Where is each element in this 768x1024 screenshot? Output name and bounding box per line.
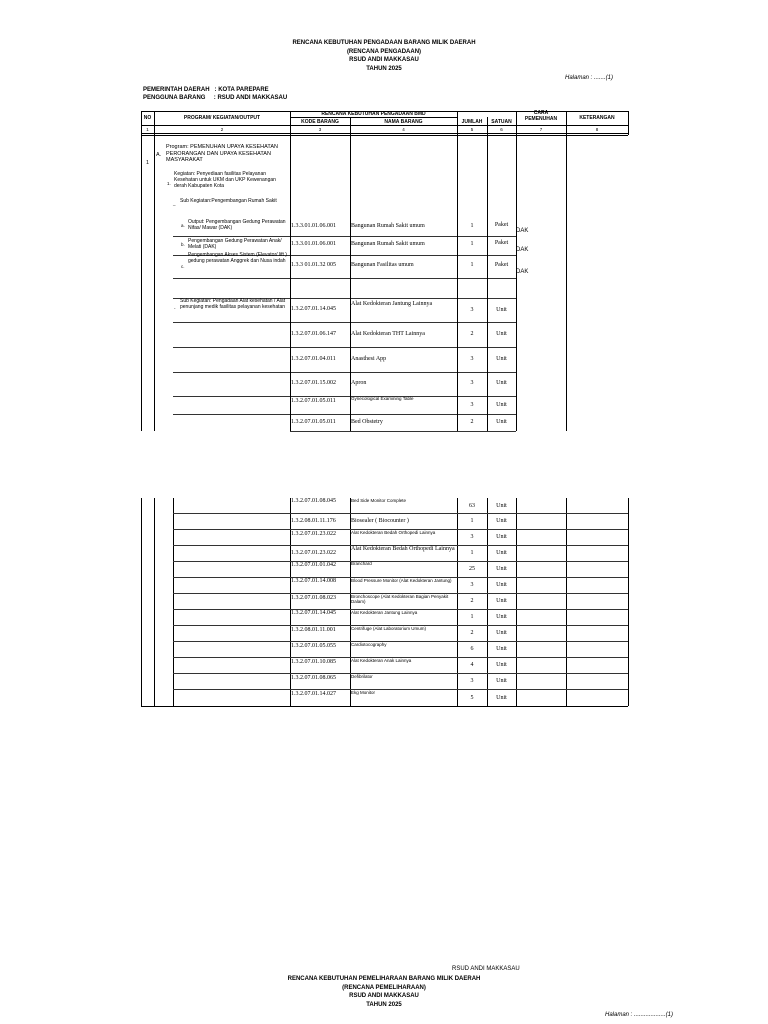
row-kode: 1.3.2.07.01.06.147	[291, 331, 336, 337]
row-satuan: Unit	[496, 598, 507, 604]
row-kode: 1.3.3 01.01.32 005	[291, 262, 336, 268]
row-satuan: Unit	[496, 419, 507, 425]
row-cara: DAK	[516, 247, 529, 253]
row-jumlah: 3	[470, 534, 474, 540]
row-kode: 1.3.2.07.01.05.055	[291, 643, 336, 649]
row-satuan: Unit	[496, 534, 507, 540]
row-kode: 1.3.2.07.01.08.045	[291, 498, 336, 504]
page3-halaman: Halaman : ...................(1)	[605, 1012, 674, 1018]
row-nama: Bronchoscope (Alat Kedokteran Bagian Penyakit Dalam)	[351, 594, 449, 604]
row-jumlah: 1	[470, 550, 474, 556]
col-number: 8	[595, 127, 599, 132]
row-nama: Gynecological Examining Table	[351, 396, 414, 401]
row-nama: Alat Kedokteran Bedah Orthopedi Lainnya	[351, 530, 436, 535]
row-jumlah: 2	[470, 630, 474, 636]
row-kode: 1.3.2.07.01.14.045	[291, 306, 336, 312]
row-nama: Alat Kedokteran Jantung Lainnya	[351, 301, 433, 307]
row-jumlah: 2	[470, 598, 474, 604]
program-text: Program: PEMENUHAN UPAYA KESEHATAN PERORANGAN DAN UPAYA KESEHATAN MASYARAKAT	[166, 144, 278, 163]
row-jumlah: 3	[470, 307, 474, 313]
row-kode: 1.3.3.01.01.06.001	[291, 223, 336, 229]
row-jumlah: 3	[470, 380, 474, 386]
row-satuan: Unit	[496, 646, 507, 652]
header-cara: CARA PEMENUHAN	[524, 110, 558, 122]
row-satuan: Unit	[496, 518, 507, 524]
row-kode: 1.3.2.07.01.23.022	[291, 550, 336, 556]
program-no: 1	[146, 160, 150, 166]
row-satuan: Unit	[496, 503, 507, 509]
row-jumlah: 2	[470, 419, 474, 425]
row-nama: Blood Pressure Monitor (Alat Kedokteran Jantung)	[351, 578, 452, 583]
row-cara: DAK	[516, 228, 529, 234]
row-nama: Alat Kedokteran THT Lainnya	[351, 331, 425, 337]
row-nama: Biosealer ( Biocounter )	[351, 518, 409, 524]
row-satuan: Unit	[496, 582, 507, 588]
col-number: 3	[318, 127, 322, 132]
output-letter: a.	[181, 223, 185, 228]
row-satuan: Unit	[496, 662, 507, 668]
page3-rsud-right: RSUD ANDI MAKKASAU	[452, 966, 520, 972]
row-nama: Bangunan Rumah Sakit umum	[351, 223, 425, 229]
row-satuan: Unit	[496, 356, 507, 362]
row-kode: 1.3.2.07.01.05.011	[291, 419, 336, 425]
page1-meta	[143, 86, 287, 102]
header-satuan: SATUAN	[491, 118, 512, 125]
col-number: 6	[500, 127, 503, 132]
page1-title	[0, 39, 768, 73]
page3-title-line: TAHUN 2025	[366, 1001, 402, 1008]
row-satuan: Unit	[496, 331, 507, 337]
page3-title-line: RSUD ANDI MAKKASAU	[349, 993, 419, 999]
row-nama: Anasthesi App	[351, 356, 387, 362]
header-no: NO	[143, 115, 152, 121]
kegiatan-no: 1.	[167, 181, 171, 186]
meta-pengguna-barang: PENGGUNA BARANG : RSUD ANDI MAKKASAU	[143, 95, 288, 101]
sub2-text: Sub Kegiatan: Pengadaan Alat kesehatan / Alat penunjang medik fasilitas pelayanan kesehatan	[180, 298, 286, 310]
row-jumlah: 1	[470, 223, 474, 229]
row-satuan: Paket	[494, 240, 509, 246]
row-cara: DAK	[516, 269, 529, 275]
row-nama: Apron	[351, 380, 367, 386]
meta-pemerintah-daerah: PEMERINTAH DAERAH : KOTA PAREPARE	[143, 87, 269, 93]
row-nama: Defibrilator	[351, 674, 373, 679]
row-nama: Ekg Monitor	[351, 690, 376, 695]
row-jumlah: 1	[470, 614, 474, 620]
row-satuan: Unit	[496, 380, 507, 386]
row-satuan: Unit	[496, 614, 507, 620]
row-satuan: Unit	[496, 307, 507, 313]
row-jumlah: 6	[470, 646, 474, 652]
header-nama: NAMA BARANG	[384, 118, 423, 125]
sub2-dash: -	[174, 306, 176, 311]
row-jumlah: 25	[469, 566, 475, 572]
row-satuan: Unit	[496, 566, 507, 572]
header-jumlah: JUMLAH	[461, 118, 483, 125]
row-kode: 1.3.3.01.01.06.001	[291, 241, 336, 247]
row-jumlah: 3	[470, 356, 474, 362]
row-jumlah: 1	[470, 518, 474, 524]
kegiatan-text: Kegiatan: Penyediaan fasilitas Pelayanan Kesehatan untuk UKM dan UKP Kewenangan derah Kabupaten Kota	[174, 171, 276, 189]
page1-title-line: (RENCANA PENGADAAN)	[346, 48, 422, 55]
row-jumlah: 1	[470, 241, 474, 247]
page3-title-line: RENCANA KEBUTUHAN PEMELIHARAAN BARANG MILIK DAERAH	[287, 976, 481, 982]
row-jumlah: 63	[469, 503, 475, 509]
page1-title-line: RSUD ANDI MAKKASAU	[349, 57, 419, 63]
col-number: 7	[539, 127, 543, 132]
row-jumlah: 3	[470, 582, 474, 588]
row-kode: 1.3.2.08.01.11.176	[291, 518, 336, 524]
page3-title	[0, 975, 768, 1009]
row-satuan: Unit	[496, 402, 507, 408]
header-group: RENCANA KEBUTUHAN PENGADAAN BMD	[321, 111, 426, 117]
header-program: PROGRAM/ KEGIATAN/OUTPUT	[183, 115, 261, 121]
row-jumlah: 3	[470, 402, 474, 408]
row-kode: 1.3.2.07.01.08.065	[291, 675, 336, 681]
row-kode: 1.3.2.07.01.10.085	[291, 659, 336, 665]
page1-title-line: TAHUN 2025	[366, 65, 402, 72]
row-kode: 1.3.2.07.01.14.027	[291, 691, 336, 697]
row-nama: Bangunan Fasilitas umum	[351, 262, 414, 268]
output-letter: c.	[181, 264, 185, 269]
row-kode: 1.3.2.07.01.14.045	[291, 610, 336, 616]
page1-halaman: Halaman : .......(1)	[565, 75, 614, 81]
row-nama: Alat Kedokteran Anak Lainnya	[351, 658, 412, 663]
output-text: Pengembangan Gedung Perawatan Anak/ Melati (DAK)	[188, 238, 282, 250]
row-nama: Bed Obstetry	[351, 419, 383, 425]
row-satuan: Unit	[496, 550, 507, 556]
row-nama: Alat Kedokteran Bedah Orthopedi Lainnya	[351, 546, 455, 552]
row-kode: 1.3.2.07.01.01.042	[291, 562, 336, 568]
row-nama: Centrifuge (Alat Laboratorium Umum)	[351, 626, 427, 631]
page1-title-line: RENCANA KEBUTUHAN PENGADAAN BARANG MILIK DAERAH	[292, 40, 476, 46]
row-nama: Bed Side Monitor Complete	[351, 498, 407, 503]
row-kode: 1.3.2.07.01.08.023	[291, 595, 336, 601]
col-number: 2	[220, 127, 224, 132]
row-nama: Branchard	[351, 561, 372, 566]
output-text: Output: Pengembangan Gedung Perawatan Nifas/ Mawar (DAK)	[188, 219, 286, 231]
header-kode: KODE BARANG	[301, 118, 339, 125]
program-letter: A.	[156, 152, 162, 158]
col-number: 5	[470, 127, 474, 132]
row-satuan: Unit	[496, 678, 507, 684]
page3-title-line: (RENCANA PEMELIHARAAN)	[342, 984, 426, 991]
row-kode: 1.3.2.07.01.04.011	[291, 356, 336, 362]
sub1-text: Sub Kegiatan:Pengembangan Rumah Sakit	[180, 198, 277, 204]
row-kode: 1.3.2.07.01.05.011	[291, 398, 336, 404]
col-number: 4	[402, 127, 405, 132]
col-number: 1	[146, 127, 149, 132]
row-satuan: Unit	[496, 695, 507, 701]
row-nama: Alat Kedokteran Jantung Lainnya	[351, 610, 418, 615]
row-satuan: Paket	[494, 262, 509, 268]
header-keterangan: KETERANGAN	[579, 115, 615, 121]
output-text: Pengembangan Akses Sistem (Elevator/ lift ) gedung perawatan Anggrek dan Nusa indah	[188, 252, 287, 265]
row-satuan: Paket	[494, 222, 509, 228]
row-nama: Bangunan Rumah Sakit umum	[351, 241, 425, 247]
row-jumlah: 4	[470, 662, 474, 668]
row-jumlah: 3	[470, 678, 474, 684]
row-jumlah: 5	[470, 695, 474, 701]
row-jumlah: 1	[470, 262, 474, 268]
row-kode: 1.3.2.07.01.23.022	[291, 531, 336, 537]
sub1-dash: _	[173, 201, 176, 206]
row-kode: 1.3.2.07.01.14.008	[291, 578, 336, 584]
output-letter: b.	[181, 242, 185, 247]
row-kode: 1.3.2.07.01.15.002	[291, 380, 336, 386]
row-jumlah: 2	[470, 331, 474, 337]
row-nama: Cardiotocography	[351, 642, 387, 647]
row-kode: 1.3.2.08.01.11.001	[291, 627, 336, 633]
row-satuan: Unit	[496, 630, 507, 636]
